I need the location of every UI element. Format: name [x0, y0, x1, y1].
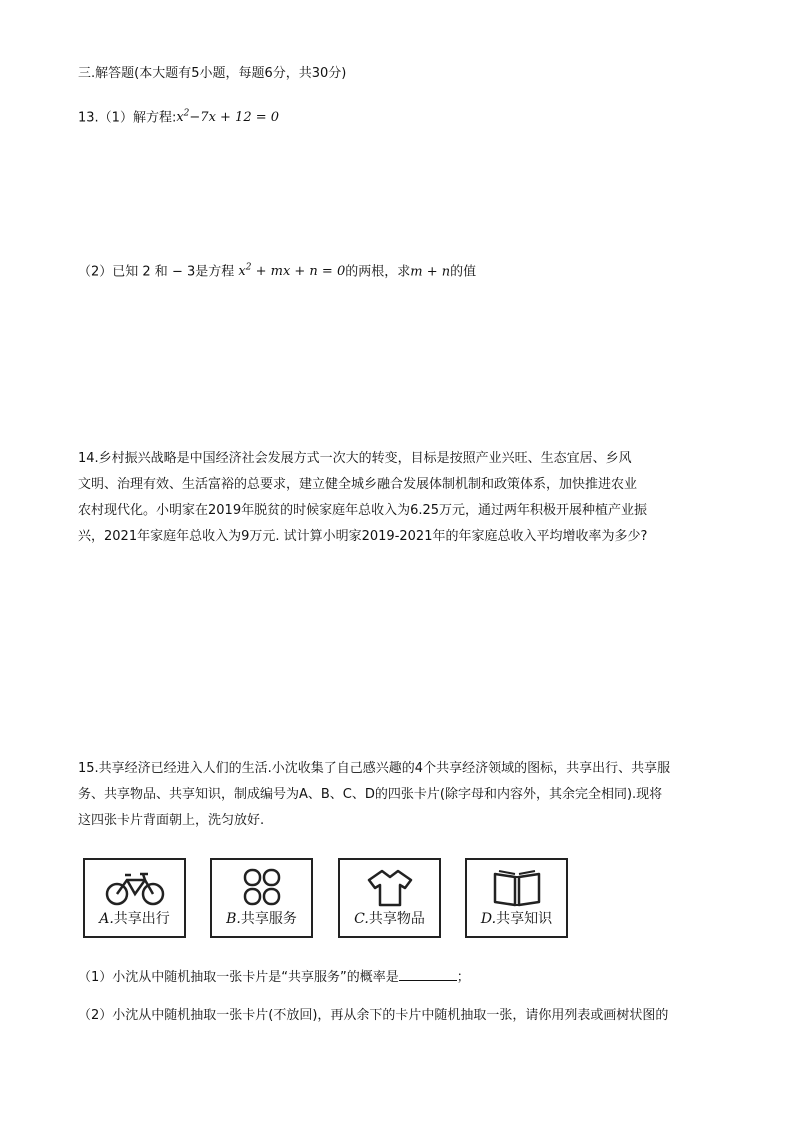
card-d [465, 858, 568, 938]
q13-part2 [78, 258, 476, 282]
q13-part2-mid: 的两根，求 [345, 264, 411, 280]
q14-line: 农村现代化。小明家在2019年脱贫的时候家庭年总收入为6.25万元，通过两年积极开展种植产业振 [78, 503, 648, 518]
card-b [210, 858, 313, 938]
q13-part2-prefix: （2）已知 2 和 − 3是方程 [78, 264, 239, 280]
q15-sub2: （2）小沈从中随机抽取一张卡片(不放回)，再从余下的卡片中随机抽取一张，请你用列表或画树状图的 [78, 1008, 669, 1023]
section-title: 三.解答题(本大题有5小题，每题6分，共30分) [78, 66, 347, 81]
tshirt-icon [366, 868, 414, 908]
card-b-label: B.共享服务 [226, 911, 297, 927]
card-d-label: D.共享知识 [480, 911, 553, 927]
card-c [338, 858, 441, 938]
q14-paragraph [78, 446, 718, 550]
card-c-label: C.共享物品 [354, 911, 425, 927]
book-icon [491, 868, 543, 908]
q15-sub1-prefix: （1）小沈从中随机抽取一张卡片是“共享服务”的概率是 [78, 970, 399, 985]
answer-blank[interactable] [399, 966, 457, 981]
q14-line: 14.乡村振兴战略是中国经济社会发展方式一次大的转变，目标是按照产业兴旺、生态宜居、乡风 [78, 451, 632, 466]
card-a [83, 858, 186, 938]
card-a-label: A.共享出行 [99, 911, 170, 927]
clover-icon [240, 868, 284, 908]
q14-line: 文明、治理有效、生活富裕的总要求，建立健全城乡融合发展体制机制和政策体系，加快推进农业 [78, 477, 638, 492]
q15-line: 这四张卡片背面朝上，洗匀放好. [78, 813, 265, 828]
q15-sub1-suffix: ； [456, 970, 470, 985]
q14-line: 兴，2021年家庭年总收入为9万元. 试计算小明家2019-2021年的年家庭总收入平均增收率为多少? [78, 529, 648, 544]
q13-part1-prefix: 13.（1）解方程: [78, 110, 177, 126]
q13-part2-equation: $x^2$ + mx + n = 0 [238, 263, 346, 280]
q15-line: 务、共享物品、共享知识，制成编号为A、B、C、D的四张卡片(除字母和内容外，其余完全相同).现将 [78, 787, 663, 802]
q15-sub1 [78, 966, 470, 988]
q13-part1-equation: $x^2-7x + 12 = 0$ [176, 109, 280, 126]
q15-paragraph [78, 756, 718, 834]
q13-part2-suffix: 的值 [450, 264, 477, 280]
bicycle-icon [103, 868, 167, 908]
q13-part1 [78, 104, 279, 128]
q13-part2-var: m + n [410, 264, 451, 280]
q15-line: 15.共享经济已经进入人们的生活.小沈收集了自己感兴趣的4个共享经济领域的图标，共享出行、共享服 [78, 761, 671, 776]
